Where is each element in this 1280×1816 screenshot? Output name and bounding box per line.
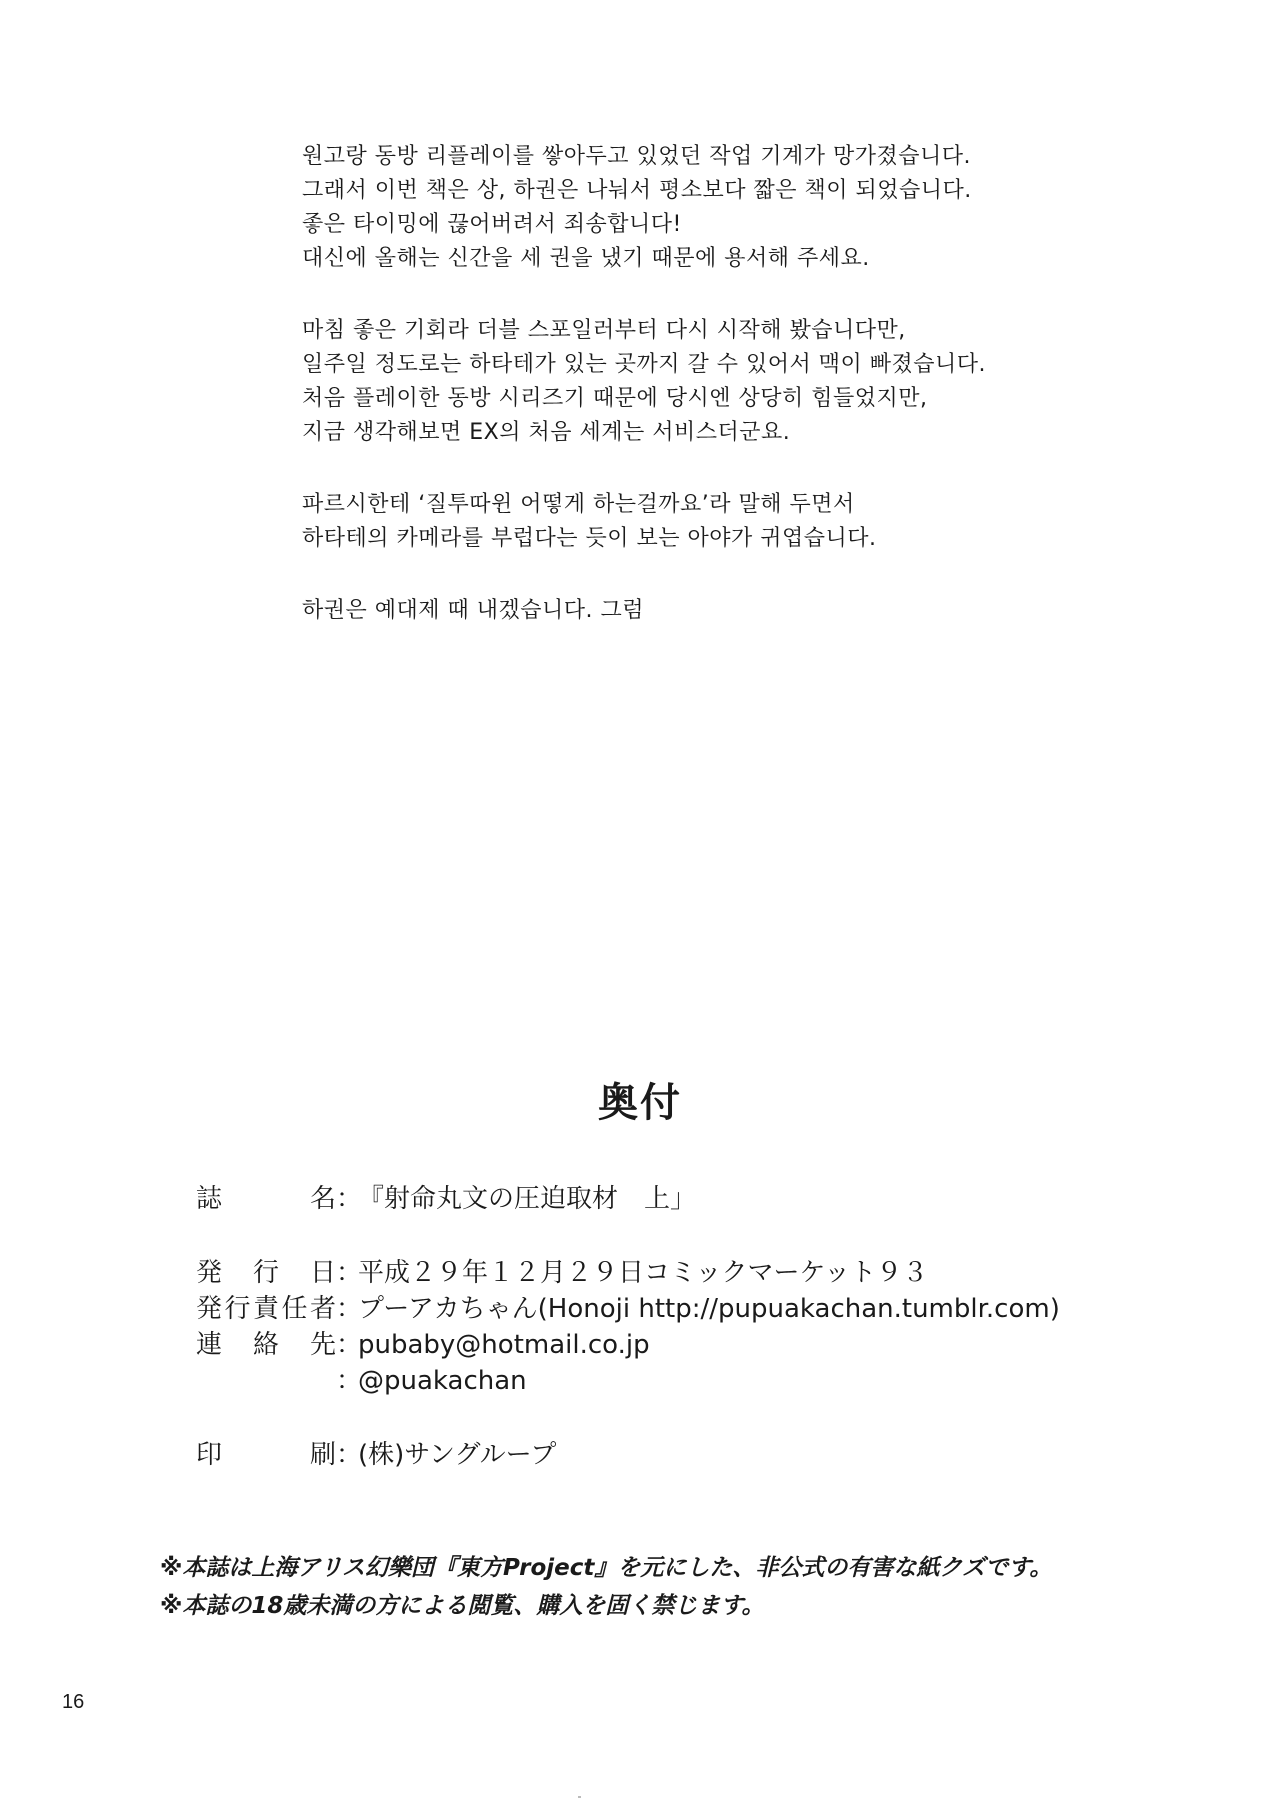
colophon-value: @puakachan [358,1366,527,1396]
text-line: 마침 좋은 기회라 더블 스포일러부터 다시 시작해 봤습니다만, [302,318,906,343]
colophon-separator: ： [336,1440,363,1470]
colophon-separator: ： [336,1258,363,1288]
text-line: 좋은 타이밍에 끊어버려서 죄송합니다! [302,212,682,237]
notice-age-restriction: ※本誌の18歳未満の方による閲覧、購入を固く禁じます。 [160,1593,765,1619]
text-line: 하권은 예대제 때 내겠습니다. 그럼 [302,598,644,623]
notice-unofficial: ※本誌は上海アリス幻樂団『東方Project』を元にした、非公式の有害な紙クズです。 [160,1555,1053,1581]
text-line: 원고랑 동방 리플레이를 쌓아두고 있었던 작업 기계가 망가졌습니다. [302,144,972,169]
text-line: 처음 플레이한 동방 시리즈기 때문에 당시엔 상당히 힘들었지만, [302,386,928,411]
colophon-row-title [196,1182,696,1216]
colophon-row-publisher [196,1292,1060,1326]
colophon-row-contact [196,1328,650,1362]
colophon-title: 奥付 [598,1080,682,1126]
afterword-paragraph [302,140,1122,276]
colophon-separator: ： [336,1366,363,1396]
scan-speck [578,1796,581,1798]
text-line: 파르시한테 ‘질투따윈 어떻게 하는걸까요’라 말해 두면서 [302,492,855,517]
colophon-value: (株)サングループ [358,1440,557,1470]
text-line: 대신에 올해는 신간을 세 권을 냈기 때문에 용서해 주세요. [302,246,870,271]
afterword-paragraph [302,594,1122,628]
page-number: 16 [62,1691,85,1713]
colophon-separator: ： [336,1330,363,1360]
afterword-paragraph [302,314,1122,450]
afterword-text [302,140,1122,666]
colophon-row-printer [196,1438,556,1472]
text-line: 일주일 정도로는 하타테가 있는 곳까지 갈 수 있어서 맥이 빠졌습니다. [302,352,986,377]
colophon-value: pubaby@hotmail.co.jp [358,1330,650,1360]
colophon-label: 印刷 [196,1440,336,1470]
text-line: 하타테의 카메라를 부럽다는 듯이 보는 아야가 귀엽습니다. [302,526,877,551]
colophon-value: プーアカちゃん(Honoji http://pupuakachan.tumblr.com) [358,1294,1060,1324]
colophon-value: 『射命丸文の圧迫取材 上」 [358,1184,697,1214]
colophon-row-contact-twitter [196,1364,527,1398]
colophon-separator: ： [336,1294,363,1324]
colophon-label: 発行日 [196,1258,336,1288]
colophon-row-date [196,1256,928,1290]
colophon-value: 平成２９年１２月２９日コミックマーケット９３ [358,1258,929,1288]
colophon-label: 連絡先 [196,1330,336,1360]
text-line: 지금 생각해보면 EX의 처음 세계는 서비스더군요. [302,420,791,445]
text-line: 그래서 이번 책은 상, 하권은 나눠서 평소보다 짧은 책이 되었습니다. [302,178,972,203]
colophon-separator: ： [336,1184,363,1214]
afterword-paragraph [302,488,1122,556]
colophon-label: 誌名 [196,1184,336,1214]
colophon-label: 発行責任者 [196,1294,336,1324]
